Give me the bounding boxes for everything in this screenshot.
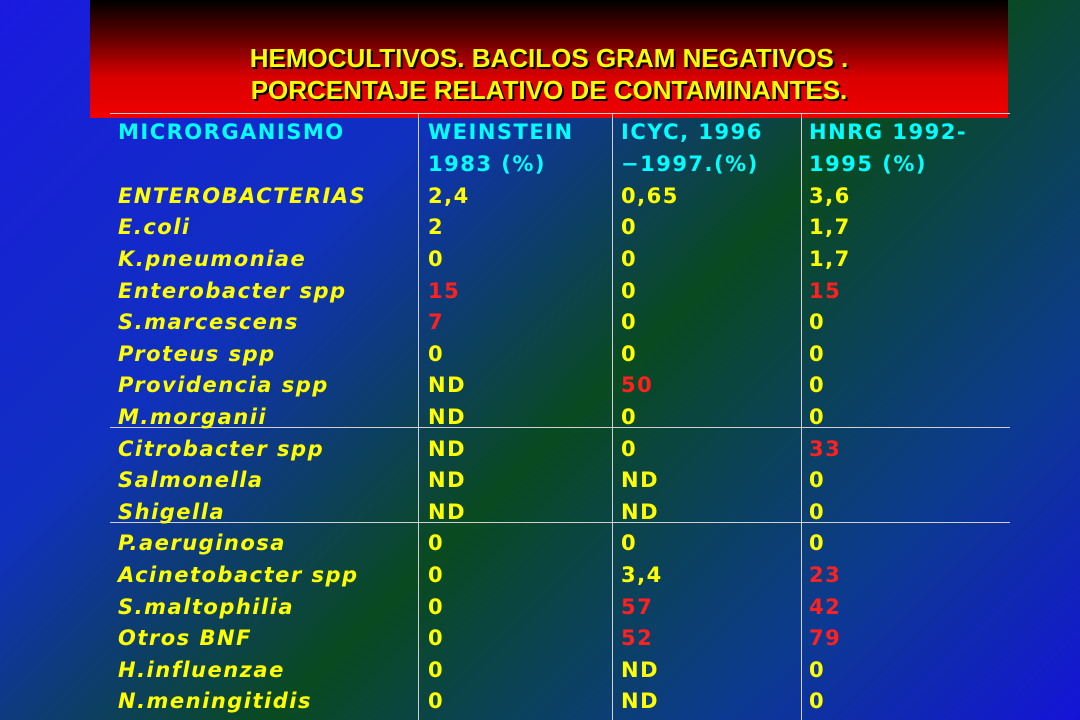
column-header-weinstein: WEINSTEIN — [428, 120, 574, 144]
weinstein-value-cell: 0 — [428, 562, 445, 587]
organism-cell: Otros BNF — [118, 626, 252, 651]
icyc-value-cell: 0 — [621, 215, 638, 240]
table-row — [110, 686, 999, 718]
organism-cell: P.aeruginosa — [118, 531, 286, 556]
icyc-value-cell: ND — [621, 657, 660, 682]
hnrg-value-cell: 1,7 — [809, 246, 851, 271]
organism-cell: S.maltophilia — [118, 594, 295, 619]
icyc-value-cell: 0 — [621, 278, 638, 303]
slide-title — [90, 42, 1008, 106]
hnrg-value-cell: 0 — [809, 657, 826, 682]
title-line-2: PORCENTAJE RELATIVO DE CONTAMINANTES. — [250, 75, 848, 105]
table-top-rule — [110, 113, 1010, 114]
table-body — [110, 180, 999, 717]
title-line-1: HEMOCULTIVOS. BACILOS GRAM NEGATIVOS . — [249, 43, 849, 73]
icyc-value-cell: 0 — [621, 531, 638, 556]
icyc-value-cell: 0 — [621, 246, 638, 271]
organism-cell: Providencia spp — [118, 373, 329, 398]
organism-cell: N.meningitidis — [118, 689, 312, 714]
icyc-value-cell: ND — [621, 689, 660, 714]
organism-cell: M.morganii — [118, 404, 268, 429]
column-header-hnrg: HNRG 1992- — [809, 120, 968, 144]
table-row — [110, 180, 999, 212]
header-row-2 — [110, 148, 999, 180]
icyc-value-cell: 50 — [621, 373, 654, 398]
organism-cell: ENTEROBACTERIAS — [118, 183, 367, 208]
icyc-value-cell: 0,65 — [621, 183, 679, 208]
weinstein-value-cell: 0 — [428, 531, 445, 556]
weinstein-value-cell: ND — [428, 404, 467, 429]
hnrg-value-cell: 0 — [809, 310, 826, 335]
table-row — [110, 496, 999, 528]
organism-cell: Acinetobacter spp — [118, 562, 359, 587]
hnrg-value-cell: 0 — [809, 373, 826, 398]
table-row — [110, 654, 999, 686]
icyc-value-cell: 57 — [621, 594, 654, 619]
organism-cell: E.coli — [118, 215, 191, 240]
column-header-icyc-year: −1997.(%) — [621, 152, 759, 176]
table-row — [110, 433, 999, 465]
hnrg-value-cell: 0 — [809, 689, 826, 714]
hnrg-value-cell: 3,6 — [809, 183, 851, 208]
weinstein-value-cell: 0 — [428, 594, 445, 619]
organism-cell: H.influenzae — [118, 657, 285, 682]
table-row — [110, 212, 999, 244]
organism-cell: S.marcescens — [118, 310, 299, 335]
table-row — [110, 275, 999, 307]
organism-cell: Enterobacter spp — [118, 278, 347, 303]
hnrg-value-cell: 33 — [809, 436, 842, 461]
table-row — [110, 243, 999, 275]
weinstein-value-cell: 0 — [428, 689, 445, 714]
column-header-hnrg-year: 1995 (%) — [809, 152, 927, 176]
organism-cell: Citrobacter spp — [118, 436, 325, 461]
contaminants-table — [110, 116, 999, 717]
organism-cell: K.pneumoniae — [118, 246, 307, 271]
weinstein-value-cell: ND — [428, 468, 467, 493]
table-row — [110, 338, 999, 370]
table-row — [110, 370, 999, 402]
header-row-1 — [110, 116, 999, 148]
hnrg-value-cell: 0 — [809, 341, 826, 366]
weinstein-value-cell: ND — [428, 373, 467, 398]
hnrg-value-cell: 15 — [809, 278, 842, 303]
icyc-value-cell: ND — [621, 499, 660, 524]
weinstein-value-cell: ND — [428, 499, 467, 524]
column-header-weinstein-year: 1983 (%) — [428, 152, 546, 176]
hnrg-value-cell: 0 — [809, 531, 826, 556]
hnrg-value-cell: 0 — [809, 404, 826, 429]
weinstein-value-cell: 0 — [428, 341, 445, 366]
weinstein-value-cell: 0 — [428, 657, 445, 682]
icyc-value-cell: 0 — [621, 436, 638, 461]
icyc-value-cell: 52 — [621, 626, 654, 651]
table-row — [110, 622, 999, 654]
hnrg-value-cell: 1,7 — [809, 215, 851, 240]
table-row — [110, 559, 999, 591]
weinstein-value-cell: 7 — [428, 310, 445, 335]
weinstein-value-cell: 0 — [428, 246, 445, 271]
table-row — [110, 528, 999, 560]
weinstein-value-cell: ND — [428, 436, 467, 461]
icyc-value-cell: 0 — [621, 310, 638, 335]
column-header-microorganism-cont — [110, 148, 420, 180]
weinstein-value-cell: 0 — [428, 626, 445, 651]
organism-cell: Shigella — [118, 499, 226, 524]
weinstein-value-cell: 2 — [428, 215, 445, 240]
hnrg-value-cell: 0 — [809, 499, 826, 524]
hnrg-value-cell: 42 — [809, 594, 842, 619]
table-row — [110, 464, 999, 496]
hnrg-value-cell: 23 — [809, 562, 842, 587]
table-row — [110, 591, 999, 623]
column-header-microorganism: MICRORGANISMO — [118, 120, 345, 144]
icyc-value-cell: 0 — [621, 341, 638, 366]
table-row — [110, 306, 999, 338]
icyc-value-cell: 3,4 — [621, 562, 663, 587]
icyc-value-cell: 0 — [621, 404, 638, 429]
organism-cell: Proteus spp — [118, 341, 276, 366]
table-row — [110, 401, 999, 433]
icyc-value-cell: ND — [621, 468, 660, 493]
weinstein-value-cell: 15 — [428, 278, 461, 303]
weinstein-value-cell: 2,4 — [428, 183, 470, 208]
organism-cell: Salmonella — [118, 468, 264, 493]
hnrg-value-cell: 0 — [809, 468, 826, 493]
hnrg-value-cell: 79 — [809, 626, 842, 651]
column-header-icyc: ICYC, 1996 — [621, 120, 763, 144]
